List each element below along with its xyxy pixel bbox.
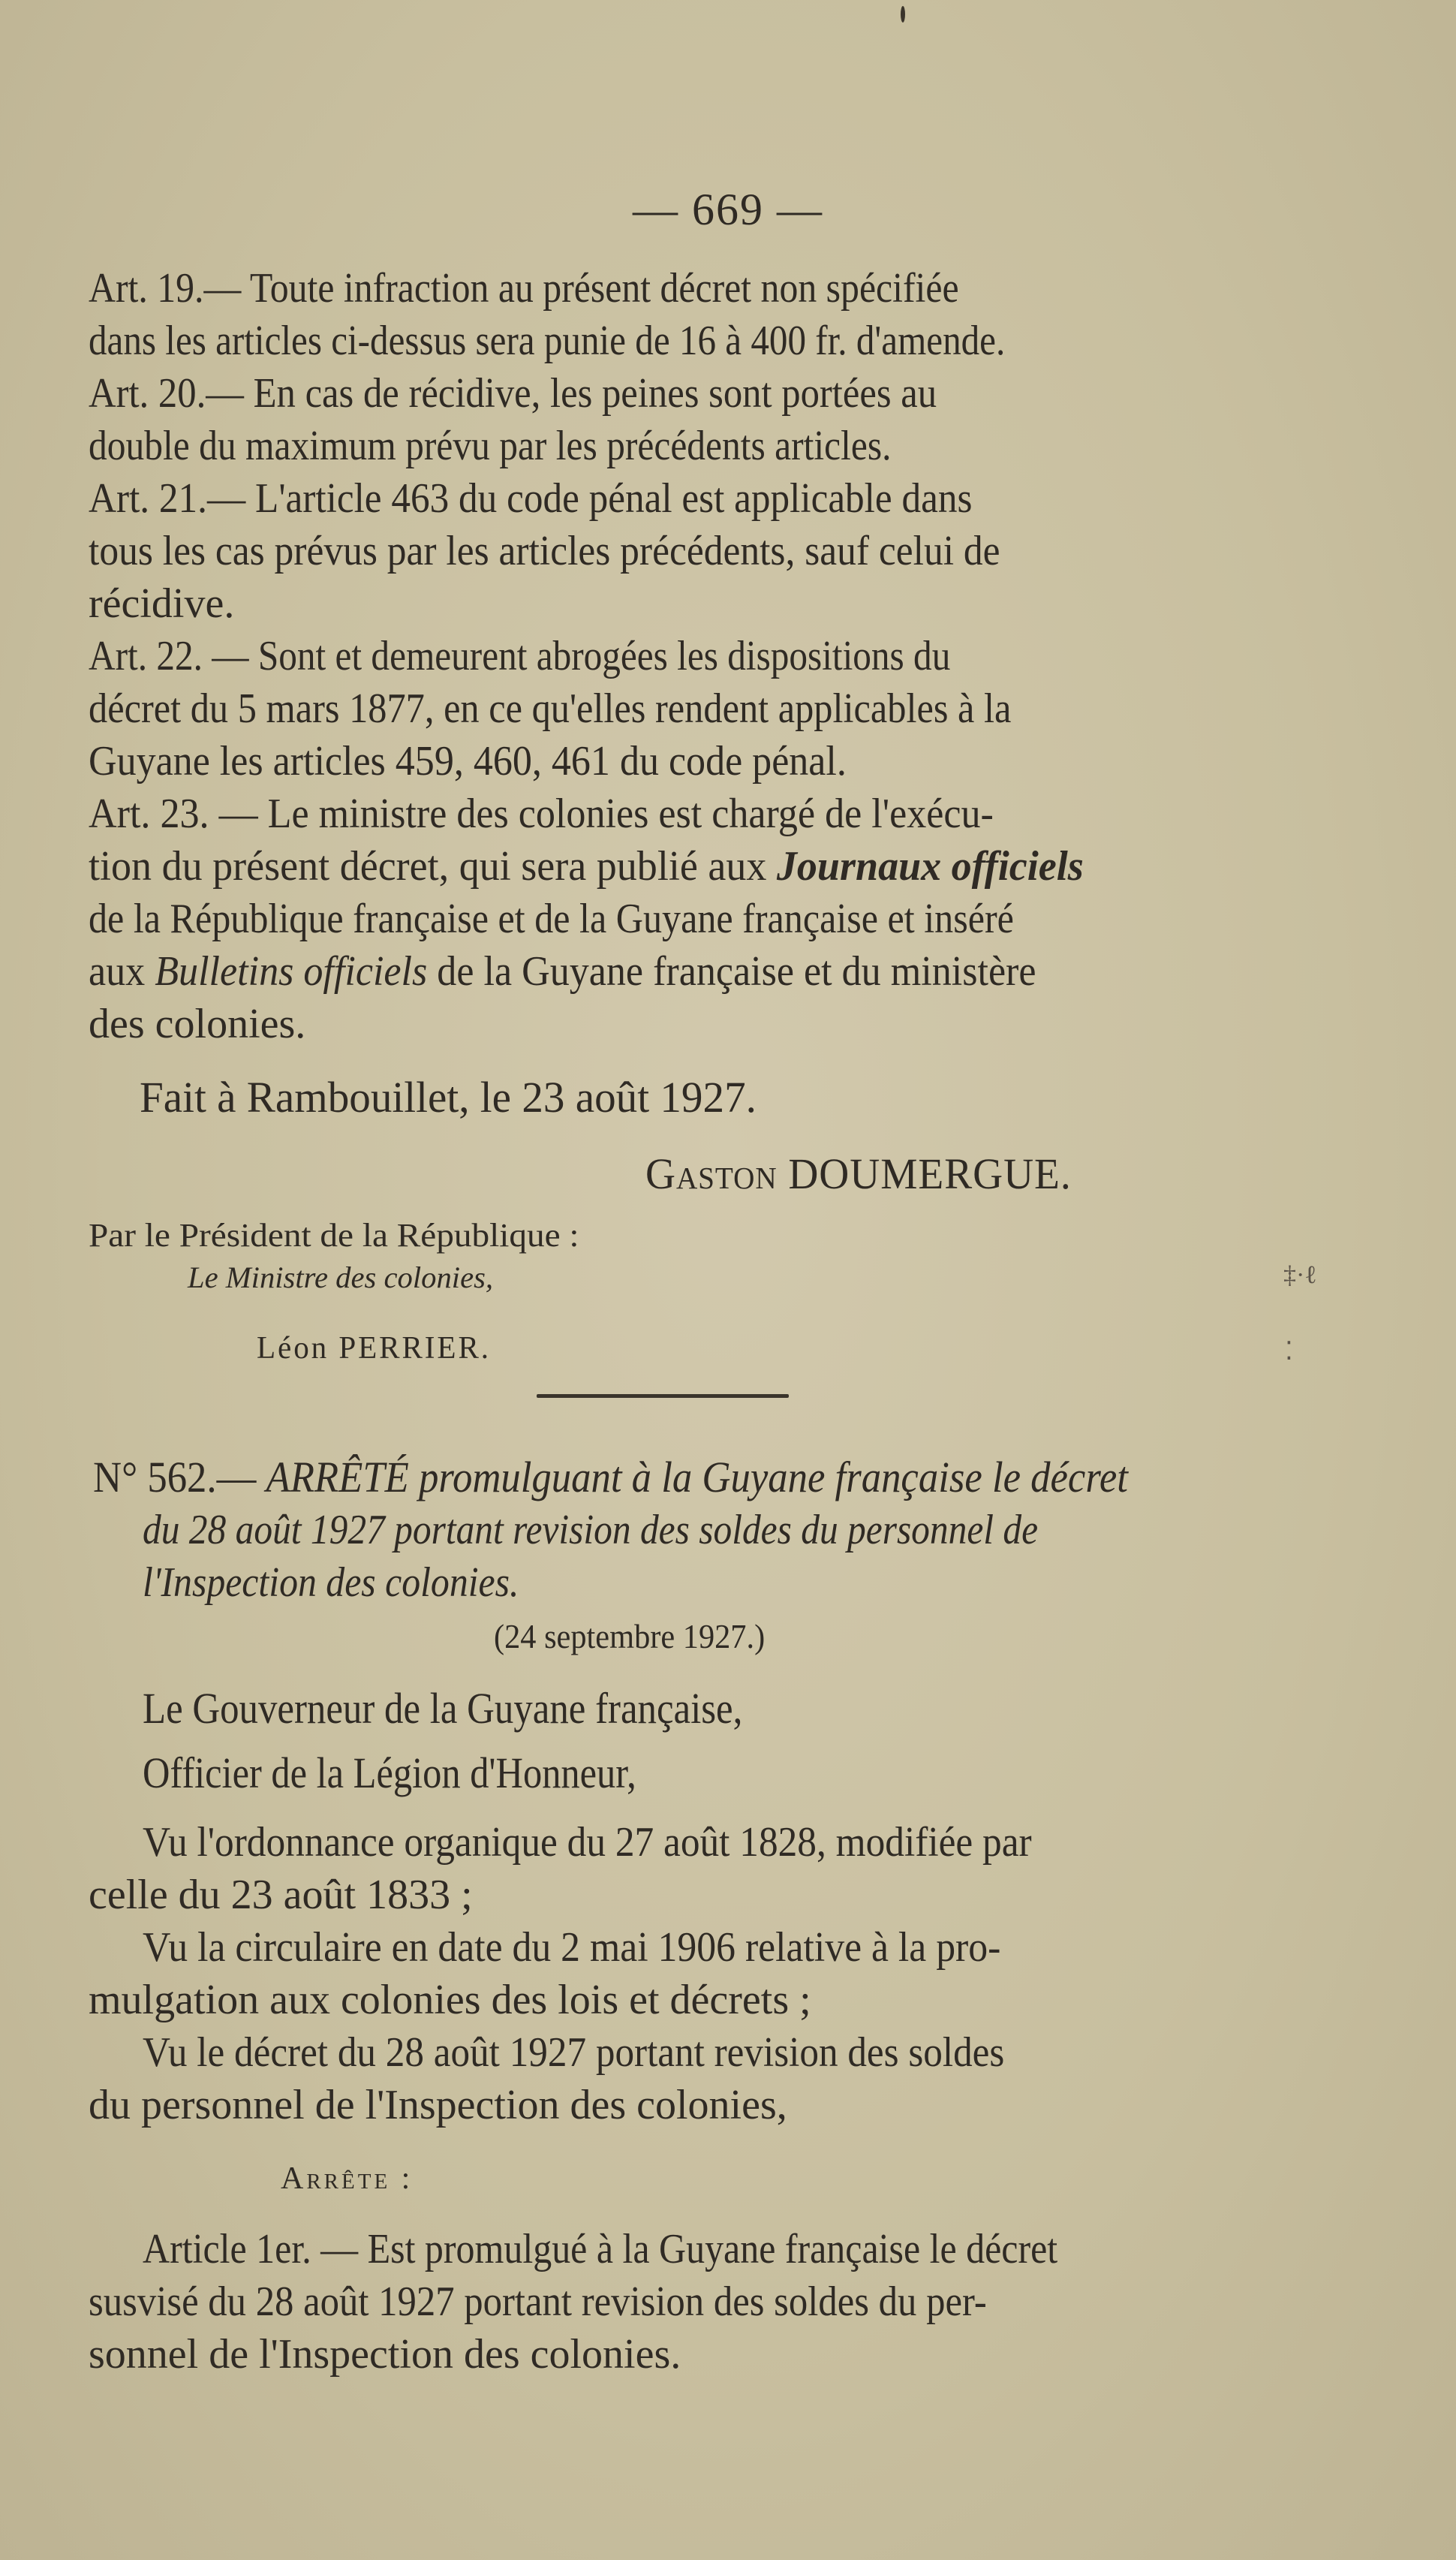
article-1-line-3: sonnel de l'Inspection des colonies.	[89, 2331, 681, 2378]
article-22-line-3: Guyane les articles 459, 460, 461 du code pénal.	[89, 738, 847, 785]
arrete-title-line-3: l'Inspection des colonies.	[143, 1559, 519, 1606]
governor-rank: Officier de la Légion d'Honneur,	[143, 1748, 636, 1797]
arrete-number: N° 562.—	[93, 1453, 266, 1501]
article-22-line-2: décret du 5 mars 1877, en ce qu'elles rendent applicables à la	[89, 685, 1012, 732]
margin-mark: ⁚	[1285, 1338, 1293, 1366]
article-21-line-2: tous les cas prévus par les articles précédents, sauf celui de	[89, 528, 1000, 574]
countersign-name: Léon PERRIER.	[257, 1331, 491, 1366]
article-23-line-5: des colonies.	[89, 1001, 306, 1047]
countersign-intro: Par le Président de la République :	[89, 1217, 579, 1254]
governor-heading: Le Gouverneur de la Guyane française,	[143, 1684, 743, 1733]
article-23-line-3: de la République française et de la Guyane française et inséré	[89, 896, 1014, 942]
article-23-line-1: Art. 23. — Le ministre des colonies est chargé de l'exécu-	[89, 791, 994, 837]
arrete-heading: Arrête :	[281, 2161, 414, 2196]
ink-speck	[901, 6, 905, 23]
page-number: — 669 —	[633, 185, 823, 234]
article-19-line-1: Art. 19.— Toute infraction au présent décret non spécifiée	[89, 265, 959, 312]
article-21-line-3: récidive.	[89, 580, 235, 627]
article-23-text: aux	[89, 948, 155, 995]
bulletins-officiels: Bulletins officiels	[155, 948, 428, 995]
article-1-line-2: susvisé du 28 août 1927 portant revision des soldes du per-	[89, 2278, 987, 2325]
article-19-line-2: dans les articles ci-dessus sera punie de 16 à 400 fr. d'amende.	[89, 318, 1006, 364]
section-divider	[537, 1394, 789, 1398]
journaux-officiels: Journaux officiels	[776, 843, 1084, 890]
vu-line-4: mulgation aux colonies des lois et décrets ;	[89, 1977, 811, 2023]
article-23-line-2	[89, 841, 1084, 892]
arrete-date: (24 septembre 1927.)	[494, 1617, 766, 1655]
place-date: Fait à Rambouillet, le 23 août 1927.	[140, 1073, 757, 1122]
article-1-line-1: Article 1er. — Est promulgué à la Guyane française le décret	[143, 2226, 1058, 2272]
vu-line-1: Vu l'ordonnance organique du 27 août 1828, modifiée par	[143, 1819, 1032, 1866]
vu-line-2: celle du 23 août 1833 ;	[89, 1872, 473, 1918]
arrete-title-line-2: du 28 août 1927 portant revision des soldes du personnel de	[143, 1507, 1039, 1553]
margin-mark: ‡·ℓ	[1283, 1261, 1317, 1289]
article-23-text: tion du présent décret, qui sera publié aux	[89, 843, 777, 890]
countersign-title: Le Ministre des colonies,	[188, 1260, 494, 1294]
vu-line-5: Vu le décret du 28 août 1927 portant revision des soldes	[143, 2029, 1005, 2076]
arrete-title-line-1	[93, 1452, 1128, 1503]
article-21-line-1: Art. 21.— L'article 463 du code pénal est applicable dans	[89, 475, 973, 522]
article-23-line-4	[89, 946, 1036, 997]
article-20-line-2: double du maximum prévu par les précédents articles.	[89, 423, 892, 469]
signature-president: Gaston DOUMERGUE.	[645, 1149, 1072, 1198]
article-23-text: de la Guyane française et du ministère	[427, 948, 1036, 995]
article-22-line-1: Art. 22. — Sont et demeurent abrogées les dispositions du	[89, 633, 951, 679]
vu-line-6: du personnel de l'Inspection des colonies,	[89, 2082, 787, 2128]
vu-line-3: Vu la circulaire en date du 2 mai 1906 relative à la pro-	[143, 1924, 1001, 1971]
arrete-title: ARRÊTÉ promulguant à la Guyane française le décret	[266, 1453, 1128, 1501]
article-20-line-1: Art. 20.— En cas de récidive, les peines sont portées au	[89, 370, 937, 417]
